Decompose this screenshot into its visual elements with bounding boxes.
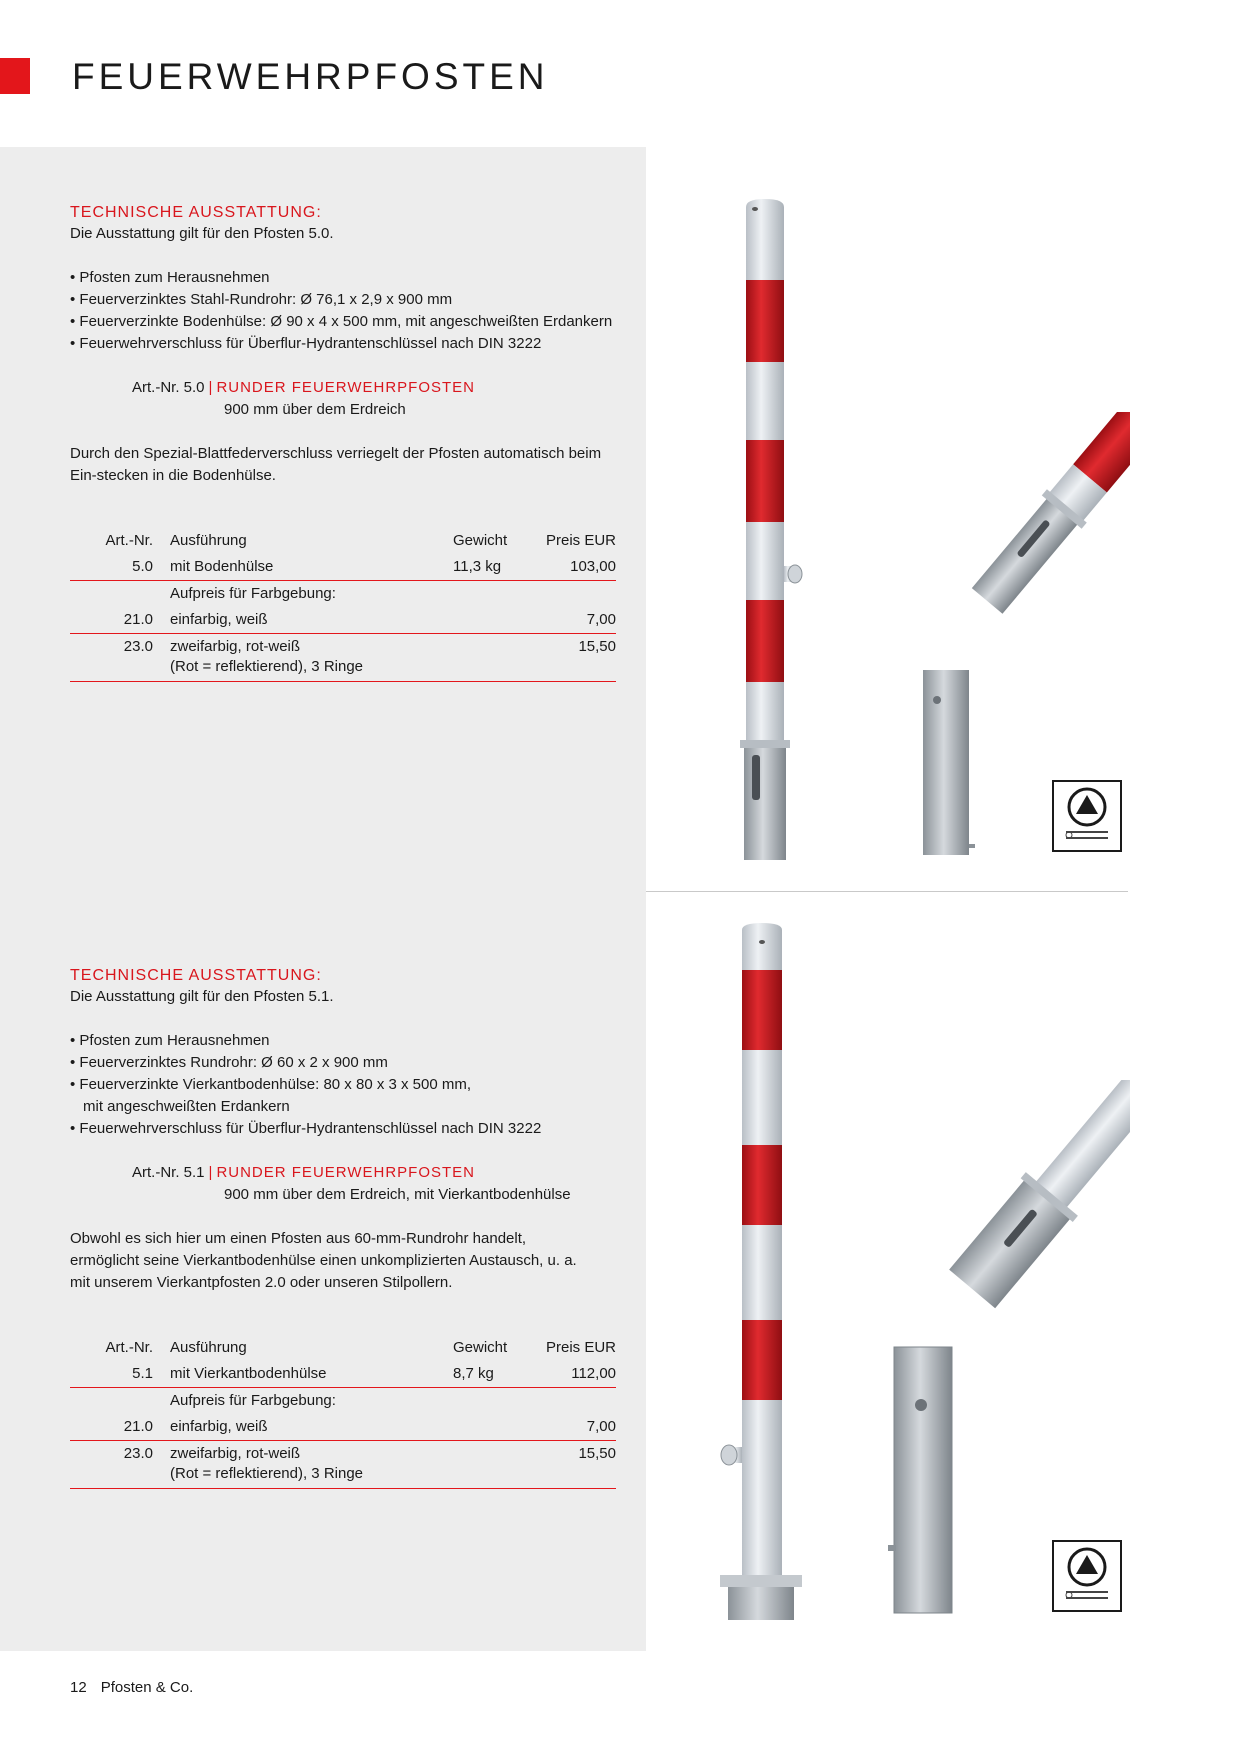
post-5-0-tilted-photo <box>950 412 1130 632</box>
cell-ausfuehrung <box>170 1441 453 1489</box>
surcharge-label: Aufpreis für Farbgebung: <box>170 1392 336 1409</box>
cell-ausfuehrung <box>170 634 453 682</box>
page-title: FEUERWEHRPFOSTEN <box>72 56 549 97</box>
cell-ausfuehrung: einfarbig, weiß <box>170 607 453 634</box>
cell-line: (Rot = reflektierend), 3 Ringe <box>170 658 364 675</box>
ground-sleeve-square-photo <box>888 1345 958 1615</box>
cell-line: zweifarbig, rot-weiß <box>170 1445 301 1462</box>
hydrant-key-icon <box>1052 780 1122 852</box>
table-header-row <box>70 1334 616 1361</box>
post-5-1-photo <box>712 920 802 1620</box>
table-row <box>70 1414 616 1441</box>
cell-line: zweifarbig, rot-weiß <box>170 638 301 655</box>
cell-ausfuehrung: mit Bodenhülse <box>170 554 453 581</box>
cell-nr: 23.0 <box>70 634 170 682</box>
cell-nr <box>70 581 170 608</box>
table-row <box>70 1388 616 1415</box>
article-title: RUNDER FEUERWEHRPFOSTEN <box>216 379 476 396</box>
article-number: Art.-Nr. 5.1 <box>132 1164 205 1181</box>
col-header-ausfuehrung: Ausführung <box>170 532 247 549</box>
cell-preis <box>531 581 616 608</box>
product-description: Durch den Spezial-Blattfederverschluss verriegelt der Pfosten automatisch beim Ein-stecken in die Bodenhülse. <box>70 445 602 484</box>
cell-line: (Rot = reflektierend), 3 Ringe <box>170 1465 364 1482</box>
article-line <box>70 377 630 399</box>
cell-preis: 7,00 <box>531 1414 616 1441</box>
section-heading: TECHNISCHE AUSSTATTUNG: <box>70 967 322 984</box>
table-row <box>70 581 616 608</box>
cell-ausfuehrung: einfarbig, weiß <box>170 1414 453 1441</box>
section-divider <box>646 891 1128 892</box>
cell-nr: 5.1 <box>70 1361 170 1388</box>
cell-preis: 103,00 <box>531 554 616 581</box>
footer-title: Pfosten & Co. <box>100 1679 194 1696</box>
cell-gewicht <box>453 1388 531 1415</box>
feature-item: • Feuerverzinktes Rundrohr: Ø 60 x 2 x 900 mm <box>70 1052 630 1074</box>
feature-item: • Feuerverzinkte Vierkantbodenhülse: 80 x 80 x 3 x 500 mm, mit angeschweißten Erdankern <box>70 1074 490 1118</box>
article-title: RUNDER FEUERWEHRPFOSTEN <box>216 1164 476 1181</box>
cell-preis: 7,00 <box>531 607 616 634</box>
cell-gewicht <box>453 581 531 608</box>
article-separator: | <box>208 1164 213 1181</box>
cell-nr: 21.0 <box>70 607 170 634</box>
article-subtitle: 900 mm über dem Erdreich, mit Vierkantbodenhülse <box>224 1186 571 1203</box>
cell-gewicht <box>453 634 531 682</box>
col-header-gewicht: Gewicht <box>453 1339 508 1356</box>
cell-nr: 5.0 <box>70 554 170 581</box>
feature-list <box>70 267 630 355</box>
col-header-gewicht: Gewicht <box>453 532 508 549</box>
product-section-5-0 <box>70 203 630 682</box>
cell-gewicht: 8,7 kg <box>453 1361 531 1388</box>
feature-list <box>70 1030 630 1140</box>
cell-preis <box>531 1388 616 1415</box>
page-number: 12 <box>70 1679 87 1696</box>
feature-item: • Feuerverzinkte Bodenhülse: Ø 90 x 4 x 500 mm, mit angeschweißten Erdankern <box>70 311 630 333</box>
cell-gewicht <box>453 607 531 634</box>
col-header-preis: Preis EUR <box>545 1339 616 1356</box>
table-row <box>70 634 616 682</box>
article-subtitle: 900 mm über dem Erdreich <box>224 401 406 418</box>
cell-preis: 112,00 <box>531 1361 616 1388</box>
table-row <box>70 554 616 581</box>
col-header-ausfuehrung: Ausführung <box>170 1339 247 1356</box>
product-section-5-1 <box>70 966 630 1489</box>
cell-preis: 15,50 <box>531 1441 616 1489</box>
section-intro: Die Ausstattung gilt für den Pfosten 5.0. <box>70 225 334 242</box>
cell-preis: 15,50 <box>531 634 616 682</box>
feature-item: • Feuerwehrverschluss für Überflur-Hydrantenschlüssel nach DIN 3222 <box>70 1118 630 1140</box>
cell-nr <box>70 1388 170 1415</box>
surcharge-label: Aufpreis für Farbgebung: <box>170 585 336 602</box>
cell-gewicht <box>453 1414 531 1441</box>
feature-item: • Feuerverzinktes Stahl-Rundrohr: Ø 76,1 x 2,9 x 900 mm <box>70 289 630 311</box>
post-5-0-photo <box>740 195 810 870</box>
price-table <box>70 527 616 682</box>
table-row <box>70 1441 616 1489</box>
col-header-nr: Art.-Nr. <box>105 1339 153 1356</box>
section-intro: Die Ausstattung gilt für den Pfosten 5.1. <box>70 988 334 1005</box>
cell-nr: 21.0 <box>70 1414 170 1441</box>
feature-item: • Feuerwehrverschluss für Überflur-Hydrantenschlüssel nach DIN 3222 <box>70 333 630 355</box>
article-separator: | <box>208 379 213 396</box>
page-footer <box>70 1679 193 1696</box>
post-5-1-tilted-photo <box>930 1080 1130 1340</box>
cell-gewicht: 11,3 kg <box>453 554 531 581</box>
product-description: Obwohl es sich hier um einen Pfosten aus 60-mm-Rundrohr handelt, ermöglicht seine Vierkantbodenhülse einen unkomplizierten Austausch, u. a. mit unserem Vierkantpfosten 2.0 oder unseren Stilpollern. <box>70 1230 577 1291</box>
cell-nr: 23.0 <box>70 1441 170 1489</box>
table-row <box>70 607 616 634</box>
feature-item: • Pfosten zum Herausnehmen <box>70 1030 630 1052</box>
price-table <box>70 1334 616 1489</box>
ground-sleeve-round-photo <box>915 668 975 858</box>
header-red-square <box>0 58 30 94</box>
feature-item: • Pfosten zum Herausnehmen <box>70 267 630 289</box>
article-number: Art.-Nr. 5.0 <box>132 379 205 396</box>
cell-gewicht <box>453 1441 531 1489</box>
table-row <box>70 1361 616 1388</box>
cell-ausfuehrung: mit Vierkantbodenhülse <box>170 1361 453 1388</box>
col-header-nr: Art.-Nr. <box>105 532 153 549</box>
article-line <box>70 1162 630 1184</box>
hydrant-key-icon <box>1052 1540 1122 1612</box>
section-heading: TECHNISCHE AUSSTATTUNG: <box>70 204 322 221</box>
table-header-row <box>70 527 616 554</box>
col-header-preis: Preis EUR <box>545 532 616 549</box>
